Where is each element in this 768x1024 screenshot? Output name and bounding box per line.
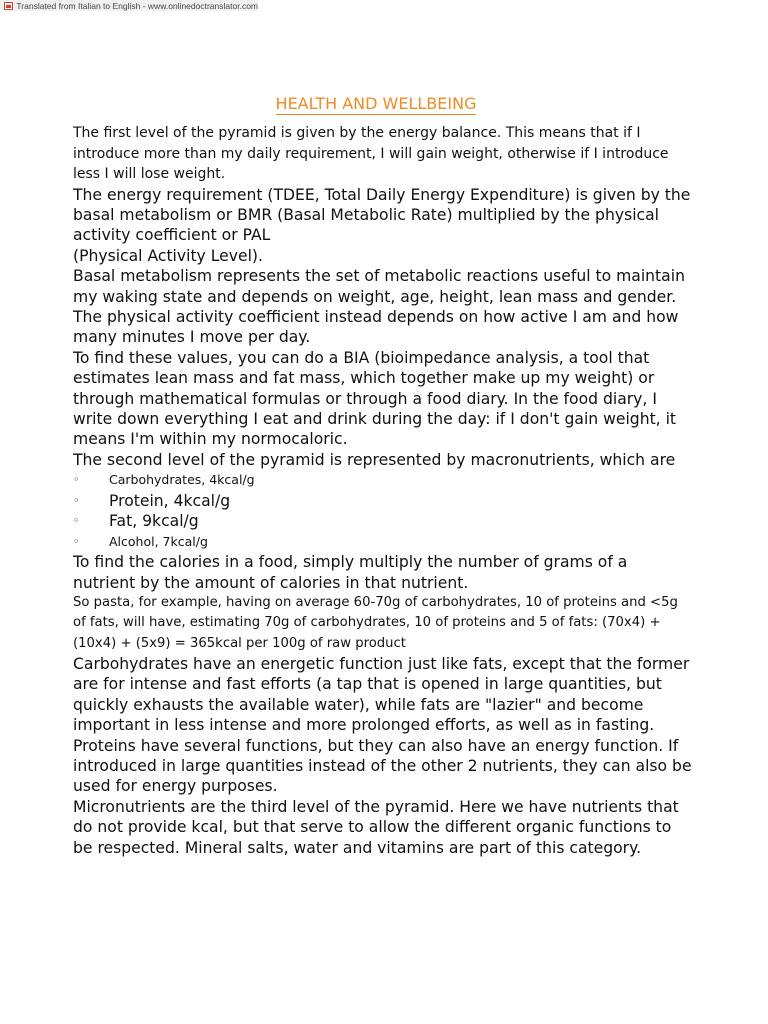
list-item <box>73 511 693 532</box>
paragraph-calorie-calculation: To find the calories in a food, simply multiply the number of grams of a nutrient by the amount of calories in that nutrient. <box>73 553 628 592</box>
paragraph-bia: To find these values, you can do a BIA (bioimpedance analysis, a tool that estimates lean mass and fat mass, which together make up my weight) or through mathematical formulas or through a food diary. In the food diary, I write down everything I eat and drink during the day: if I don't gain weight, it means I'm within my normocaloric. <box>73 348 677 449</box>
paragraph-proteins: Proteins have several functions, but they can also have an energy function. If introduced in large quantities instead of the other 2 nutrients, they can also be used for energy purposes. <box>73 736 692 796</box>
bullet-circle-icon: ◦ <box>73 514 80 528</box>
list-item-text: Protein, 4kcal/g <box>109 491 231 510</box>
translation-banner[interactable] <box>0 0 258 11</box>
paragraph-pasta-example: So pasta, for example, having on average 60-70g of carbohydrates, 10 of proteins and <5g of fats, will have, estimating 70g of carbohydrates, 10 of proteins and 5 of fats: (70x4) + (10x4) + (5x9) = 365kcal per 100g of raw product <box>73 595 678 651</box>
paragraph-micronutrients: Micronutrients are the third level of the pyramid. Here we have nutrients that do not provide kcal, but that serve to allow the different organic functions to be respected. Mineral salts, water and vitamins are part of this category. <box>73 797 679 857</box>
paragraph-macronutrients-intro: The second level of the pyramid is represented by macronutrients, which are <box>73 450 676 469</box>
paragraph-pal: (Physical Activity Level). <box>73 246 263 265</box>
paragraph-basal-metabolism: Basal metabolism represents the set of metabolic reactions useful to maintain my waking state and depends on weight, age, height, lean mass and gender. The physical activity coefficient instead depends on how active I am and how many minutes I move per day. <box>73 267 685 347</box>
document-title-text: HEALTH AND WELLBEING <box>275 94 477 113</box>
list-item <box>73 470 693 491</box>
pdf-translate-icon <box>4 2 13 10</box>
macronutrient-list <box>73 470 693 552</box>
paragraph-energy-balance: The first level of the pyramid is given by the energy balance. This means that if I introduce more than my daily requirement, I will gain weight, otherwise if I introduce less I will lose weight. <box>73 125 669 182</box>
list-item-text: Fat, 9kcal/g <box>109 512 199 531</box>
bullet-circle-icon: ◦ <box>73 534 80 548</box>
paragraph-carbohydrates: Carbohydrates have an energetic function just like fats, except that the former are for intense and fast efforts (a tap that is opened in large quantities, but quickly exhausts the available water), while fats are "lazier" and become important in less intense and more prolonged efforts, as well as in fasting. <box>73 654 690 735</box>
translation-banner-text[interactable]: Translated from Italian to English - www.onlinedoctranslator.com <box>16 0 258 11</box>
paragraph-energy-requirement: The energy requirement (TDEE, Total Daily Energy Expenditure) is given by the basal metabolism or BMR (Basal Metabolic Rate) multiplied by the physical activity coefficient or PAL <box>73 185 691 245</box>
list-item-text: Carbohydrates, 4kcal/g <box>109 472 255 488</box>
list-item-text: Alcohol, 7kcal/g <box>109 533 208 549</box>
bullet-circle-icon: ◦ <box>73 493 80 507</box>
document-title <box>0 94 752 114</box>
list-item <box>73 532 693 553</box>
list-item <box>73 491 693 512</box>
document-body <box>73 123 693 858</box>
bullet-circle-icon: ◦ <box>73 473 80 487</box>
